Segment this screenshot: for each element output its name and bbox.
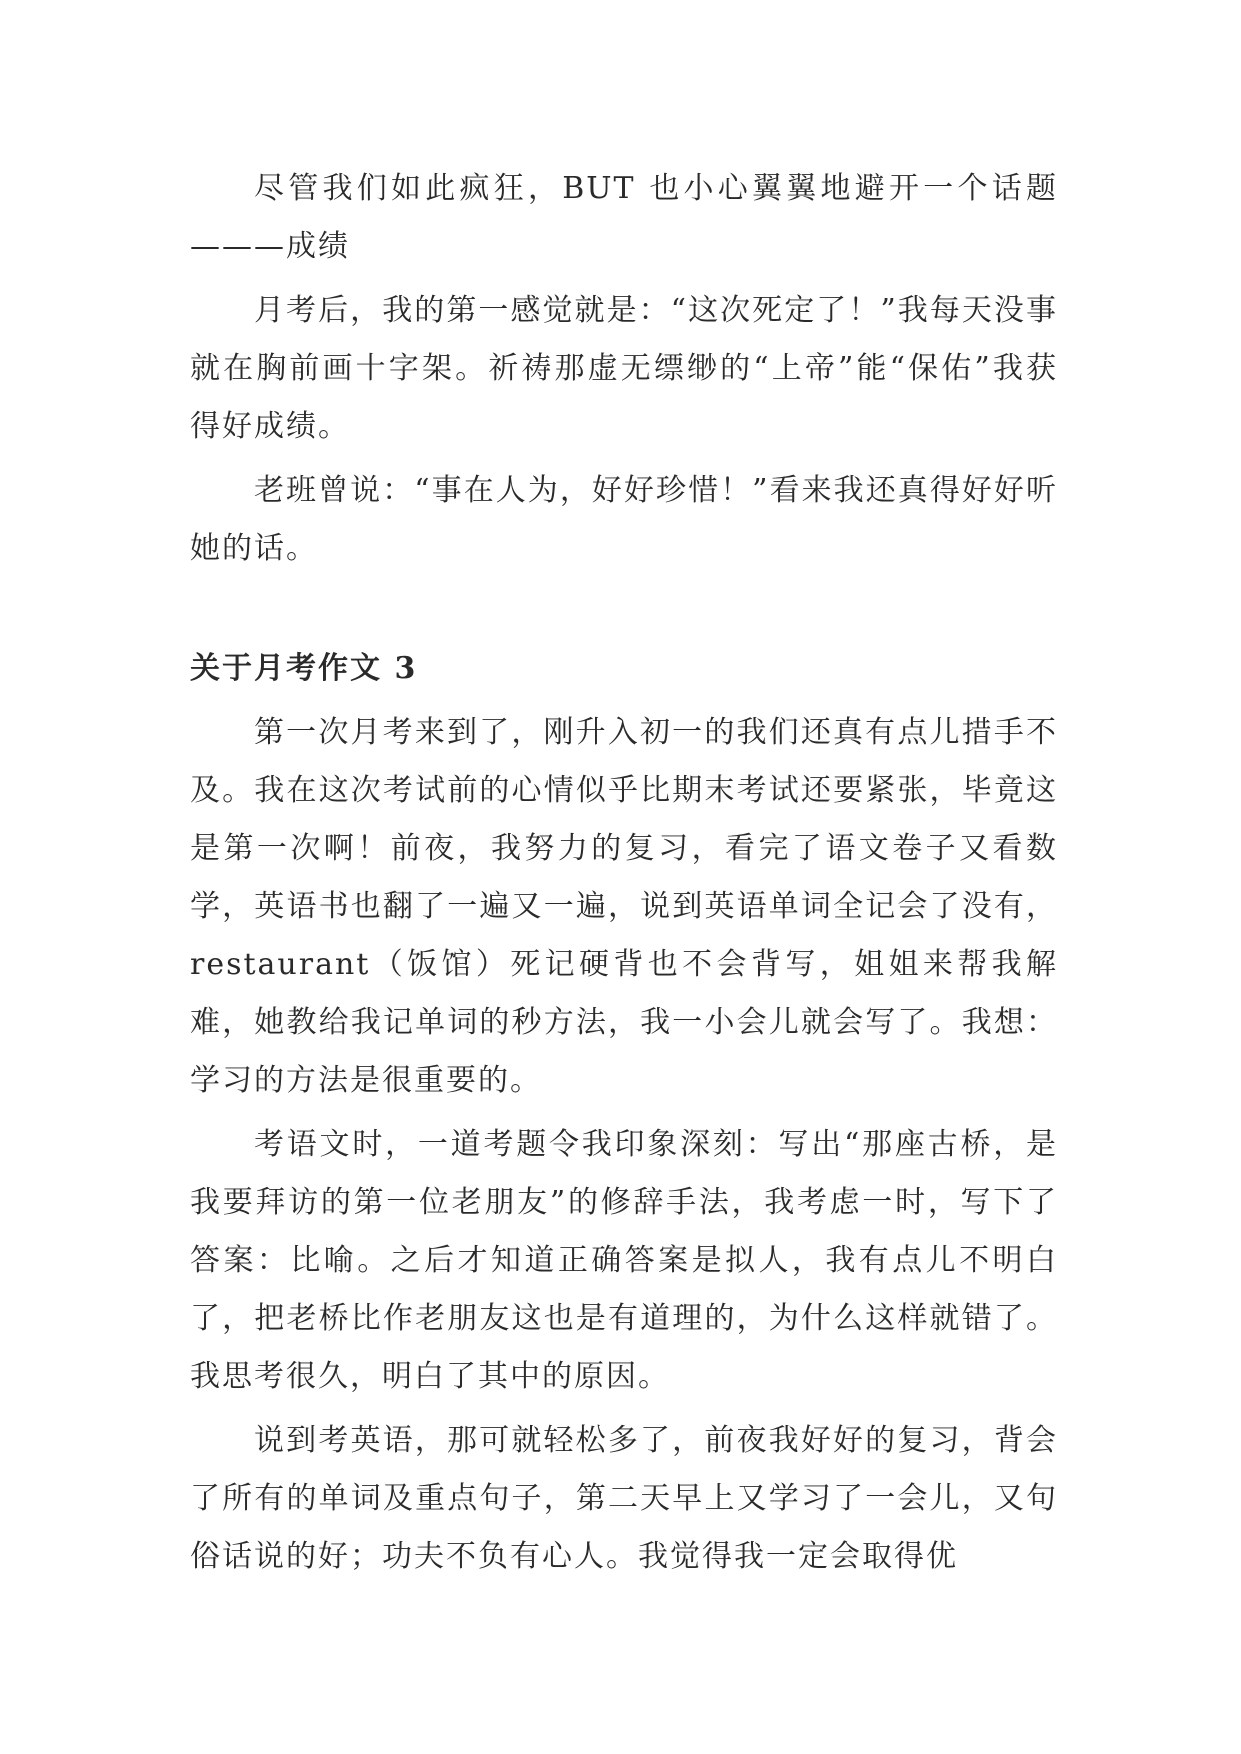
paragraph-after-exam: 月考后，我的第一感觉就是：“这次死定了！”我每天没事就在胸前画十字架。祈祷那虚无缥缈的“上帝”能“保佑”我获得好成绩。 — [190, 293, 1058, 444]
paragraph-first-exam: 第一次月考来到了，刚升入初一的我们还真有点儿措手不及。我在这次考试前的心情似乎比期末考试还要紧张，毕竟这是第一次啊！前夜，我努力的复习，看完了语文卷子又看数学，英语书也翻了一遍又一遍，说到英语单词全记会了没有，restaurant（饭馆）死记硬背也不会背写，姐姐来帮我解难，她教给我记单词的秒方法，我一小会儿就会写了。我想：学习的方法是很重要的。 — [190, 715, 1058, 1098]
section-title: 关于月考作文 3 — [190, 651, 418, 686]
document-page — [190, 160, 1058, 1592]
paragraph-english-exam: 说到考英语，那可就轻松多了，前夜我好好的复习，背会了所有的单词及重点句子，第二天早上又学习了一会儿，又句俗话说的好；功夫不负有心人。我觉得我一定会取得优 — [190, 1423, 1058, 1574]
paragraph-avoid-topic: 尽管我们如此疯狂，BUT 也小心翼翼地避开一个话题———成绩 — [190, 171, 1058, 264]
paragraph-chinese-exam: 考语文时，一道考题令我印象深刻：写出“那座古桥，是我要拜访的第一位老朋友”的修辞手法，我考虑一时，写下了答案：比喻。之后才知道正确答案是拟人，我有点儿不明白了，把老桥比作老朋友这也是有道理的，为什么这样就错了。我思考很久，明白了其中的原因。 — [190, 1127, 1058, 1394]
paragraph-teacher-said: 老班曾说：“事在人为，好好珍惜！”看来我还真得好好听她的话。 — [190, 473, 1058, 566]
